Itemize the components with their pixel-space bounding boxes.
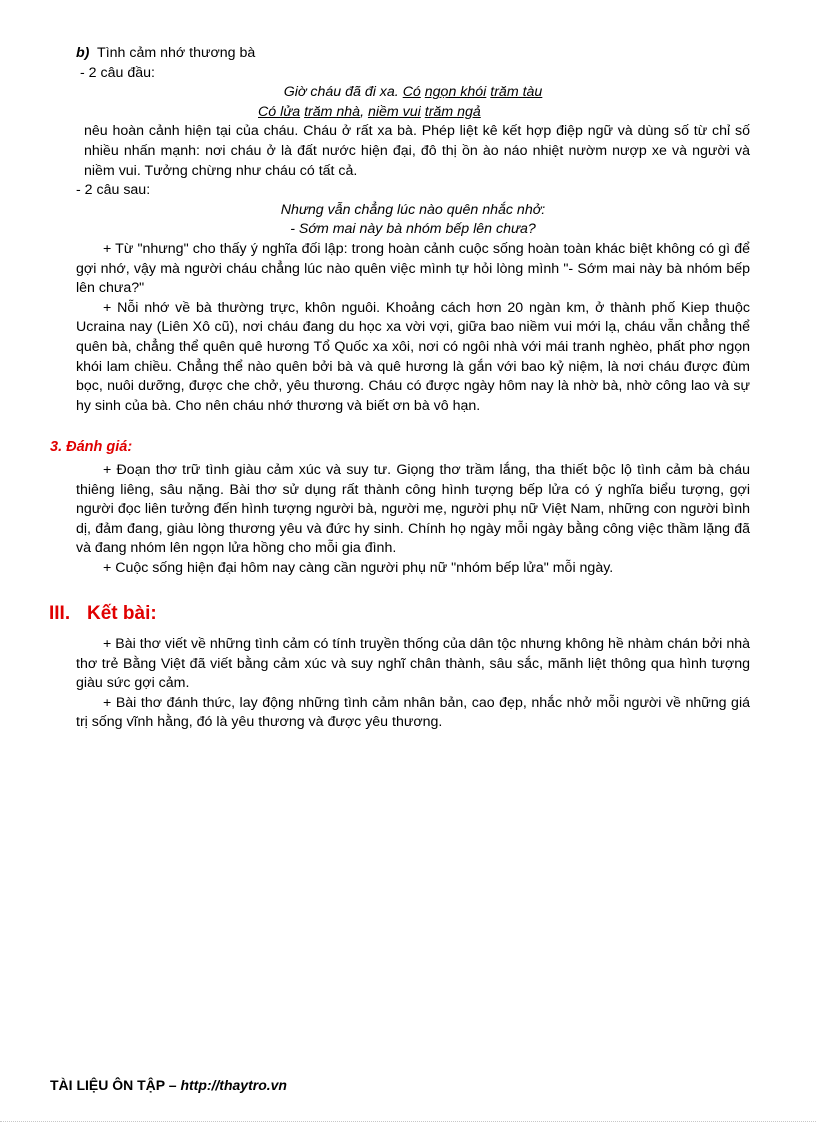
paragraph-modern-life: + Cuộc sống hiện đại hôm nay càng cần người phụ nữ "nhóm bếp lửa" mỗi ngày.	[103, 559, 614, 576]
verse1-line1-b: Có	[402, 84, 421, 101]
part-b-label: b)	[76, 45, 90, 61]
paragraph-evaluation: + Đoạn thơ trữ tình giàu cảm xúc và suy tư. Giọng thơ trầm lắng, tha thiết bộc lộ tình cảm bà cháu thiêng liêng, sâu nặng. Bài thơ sử dụng rất thành công hình tượng bếp lửa có ý nghĩa biểu tượng, gợi người đọc liên tưởng đến hình tượng người bà, người mẹ, người phụ nữ Việt Nam, những con người bình dị, đảm đang, giàu lòng thương yêu và đức hy sinh. Chính họ ngày mỗi ngày bằng công việc thầm lặng đã và đang nhóm lên ngọn lửa hồng cho mỗi gia đình.	[76, 462, 750, 557]
footer-url-link[interactable]: http://thaytro.vn	[180, 1077, 287, 1093]
section-3-heading: 3. Đánh giá:	[50, 439, 133, 455]
section-iii-heading	[49, 603, 157, 625]
section-iii-number: III.	[49, 603, 71, 624]
part-b-title: Tình cảm nhớ thương bà	[97, 45, 256, 61]
part-b-heading	[76, 44, 750, 64]
verse1-line2	[76, 103, 750, 123]
verse2-line1: Nhưng vẫn chẳng lúc nào quên nhắc nhở:	[280, 201, 546, 218]
evaluation-block	[76, 461, 750, 579]
first-two-lines-label: - 2 câu đầu:	[80, 64, 155, 81]
verse1-line1-f: trăm tàu	[490, 84, 543, 101]
conclusion-block	[76, 635, 750, 733]
part-b-block	[76, 44, 750, 416]
paragraph-conclusion-2: + Bài thơ đánh thức, lay động những tình cảm nhân bản, cao đẹp, nhắc nhở mỗi người về những giá trị sống vĩnh hằng, đó là yêu thương và được yêu thương.	[76, 694, 750, 731]
verse1-line2-e: niềm vui	[367, 103, 421, 120]
verse1-line1-a: Giờ cháu đã đi xa.	[283, 84, 403, 101]
paragraph-contrast: + Từ "nhưng" cho thấy ý nghĩa đối lập: trong hoàn cảnh cuộc sống hoàn toàn khác biệt không có gì để gợi nhớ, vậy mà người cháu chẳng lúc nào quên việc mình tự hỏi lòng mình "- Sớm mai này bà nhóm bếp lên chưa?"	[76, 240, 750, 297]
paragraph-conclusion-1: + Bài thơ viết về những tình cảm có tính truyền thống của dân tộc nhưng không hề nhàm chán bởi nhà thơ trẻ Bằng Việt đã viết bằng cảm xúc và suy nghĩ chân thành, sâu sắc, mãnh liệt thông qua hình tượng giàu sức gợi cảm.	[76, 636, 750, 692]
last-two-lines-label: - 2 câu sau:	[76, 182, 151, 199]
verse2-line2: - Sớm mai này bà nhóm bếp lên chưa?	[290, 221, 536, 238]
footer-label: TÀI LIỆU ÔN TẬP –	[50, 1077, 181, 1093]
section-iii-title: Kết bài:	[87, 603, 157, 624]
verse1-line2-d: ,	[360, 103, 368, 120]
verse1-line2-c: trăm nhà	[304, 103, 361, 120]
verse1-line2-a: Có lửa	[258, 103, 301, 120]
paragraph-longing: + Nỗi nhớ về bà thường trực, khôn nguôi. Khoảng cách hơn 20 ngàn km, ở thành phố Kiep thuộc Ucraina nay (Liên Xô cũ), nơi cháu đang du học xa vời vợi, giữa bao niềm vui mới lạ, cháu vẫn chẳng thể quên bà, chẳng thể quên quê hương Tổ Quốc xa xôi, nơi có ngôi nhà với mái tranh nghèo, phất phơ ngọn khói lam chiều. Chẳng thể nào quên bởi bà và quê hương là gắn với bao kỷ niệm, là nơi cháu được đùm bọc, nuôi dưỡng, được che chở, yêu thương. Cháu có được ngày hôm nay là nhờ bà, nhờ công lao và sự hy sinh của bà. Cho nên cháu nhớ thương và biết ơn bà vô hạn.	[76, 299, 750, 414]
paragraph-context: nêu hoàn cảnh hiện tại của cháu. Cháu ở rất xa bà. Phép liệt kê kết hợp điệp ngữ và dùng số từ chỉ số nhiều nhấn mạnh: nơi cháu ở là đất nước hiện đại, đô thị ồn ào náo nhiệt nườm nượp xe và người và niềm vui. Tưởng chừng như cháu có tất cả.	[84, 123, 750, 179]
verse1-line1	[76, 83, 750, 103]
verse1-line1-d: ngọn khói	[424, 84, 487, 101]
verse1-line2-g: trăm ngả	[424, 103, 481, 120]
page-footer	[50, 1077, 287, 1093]
